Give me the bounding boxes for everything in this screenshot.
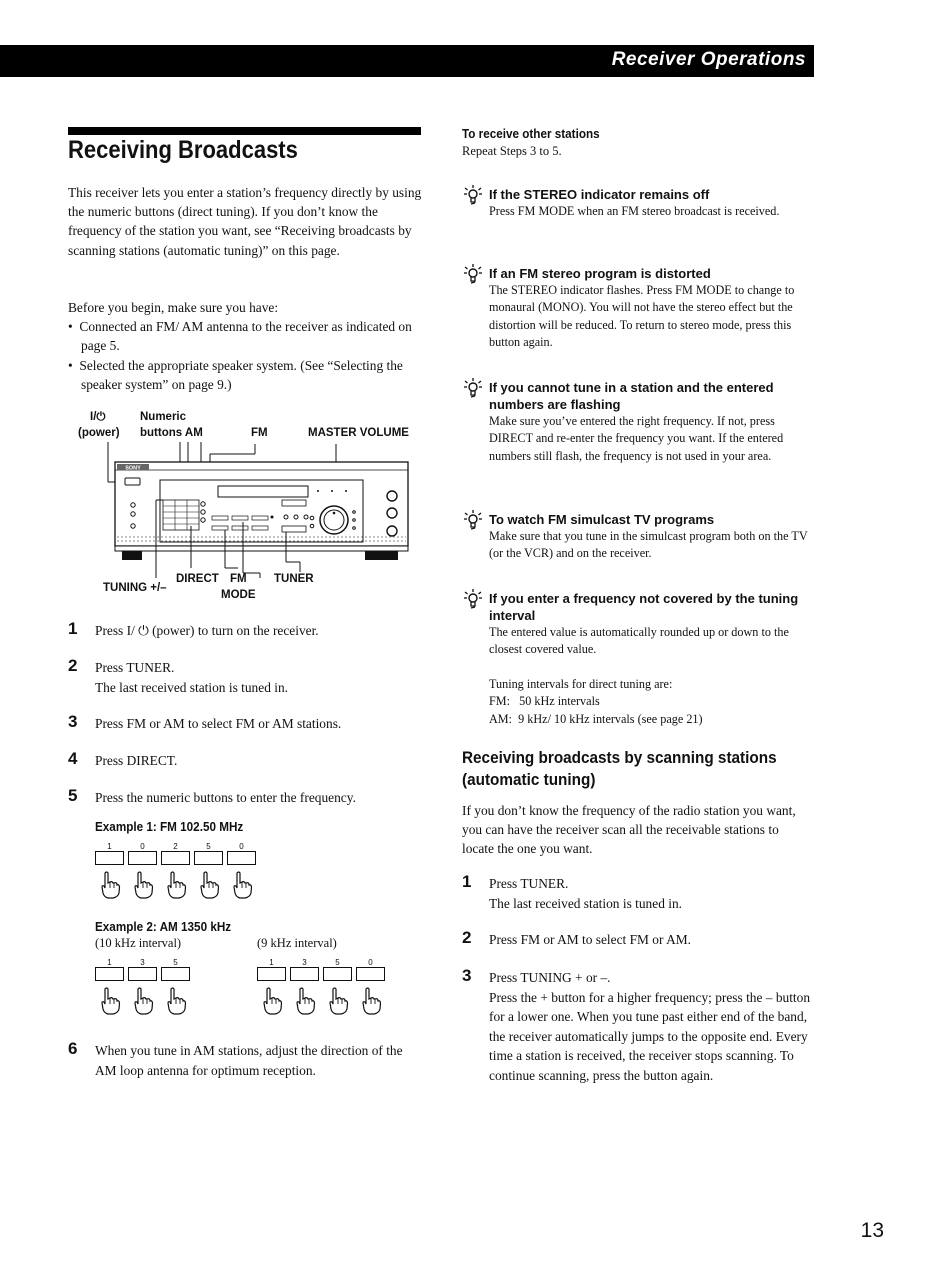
step-number: 1 <box>68 619 78 638</box>
tip-block <box>462 590 817 728</box>
numeric-key <box>128 958 157 1020</box>
lightbulb-hint-icon <box>462 509 484 531</box>
key-box <box>161 851 190 865</box>
label-numeric: Numeric <box>140 411 187 423</box>
label-fm: FM <box>251 427 268 439</box>
tip-body: Make sure that you tune in the simulcast program both on the TV (or the VCR) and on the receiver. <box>489 529 808 561</box>
key-box <box>227 851 256 865</box>
numeric-key-label: 0 <box>239 842 244 851</box>
brand-logo: SONY <box>125 465 141 472</box>
auto-tuning-heading-line-2: (automatic tuning) <box>462 770 596 789</box>
label-direct: DIRECT <box>176 573 219 585</box>
tip-block <box>462 379 817 465</box>
numeric-key <box>290 958 319 1020</box>
lightbulb-hint-icon <box>462 184 484 206</box>
numeric-key-label: 2 <box>173 842 178 851</box>
pointing-hand-icon <box>165 871 187 899</box>
key-box <box>356 967 385 981</box>
numeric-key-label: 5 <box>173 958 178 967</box>
tip-heading: If you enter a frequency not covered by the tuning interval <box>489 591 799 623</box>
intro-paragraph: This receiver lets you enter a station’s frequency directly by using the numeric buttons (direct tuning). If you don’t know the frequency of the station you want, see “Receiving broadcasts by scanning stations (automatic tuning)” on this page. <box>68 185 422 258</box>
numeric-key-label: 0 <box>368 958 373 967</box>
tip-heading: If you cannot tune in a station and the entered numbers are flashing <box>489 380 774 412</box>
example-2-right-caption: (9 kHz interval) <box>257 936 337 950</box>
step-text: Press TUNING + or –. Press the + button for a higher frequency; press the – button for a lower one. When you tune past either end of the band, the receiver automatically jumps to the opposite end. Every time a station is received, the receiver stops scanning. To continue scanning, press the button again. <box>489 970 811 1083</box>
auto-tuning-intro: If you don’t know the frequency of the radio station you want, you can have the receiver scan all the receivable stations to locate the one you want. <box>462 803 796 857</box>
example-2-title: Example 2: AM 1350 kHz <box>95 919 232 934</box>
label-tuner: TUNER <box>274 573 314 585</box>
tip-heading: If the STEREO indicator remains off <box>489 187 710 202</box>
lightbulb-hint-icon <box>462 263 484 285</box>
pointing-hand-icon <box>360 987 382 1015</box>
numeric-key-label: 1 <box>269 958 274 967</box>
other-stations-text: Repeat Steps 3 to 5. <box>462 144 562 158</box>
numeric-key <box>161 958 190 1020</box>
auto-tuning-heading-line-1: Receiving broadcasts by scanning stations <box>462 748 777 767</box>
step-number: 3 <box>462 966 472 985</box>
tip-heading: If an FM stereo program is distorted <box>489 266 711 281</box>
example-1-title: Example 1: FM 102.50 MHz <box>95 819 244 834</box>
step-text: Press DIRECT. <box>95 753 178 768</box>
page-title: Receiving Broadcasts <box>68 136 298 164</box>
pointing-hand-icon <box>132 987 154 1015</box>
numeric-key <box>356 958 385 1020</box>
step-text: Press I/ ⏻ (power) to turn on the receiver. <box>95 623 319 638</box>
numeric-key-label: 0 <box>140 842 145 851</box>
example-2-left-caption: (10 kHz interval) <box>95 936 182 950</box>
key-box <box>323 967 352 981</box>
numeric-key <box>161 842 190 904</box>
tip-extra-line: FM: 50 kHz intervals <box>489 694 600 709</box>
step-number: 1 <box>462 872 472 891</box>
label-power-word: (power) <box>78 427 120 439</box>
numeric-key-label: 3 <box>140 958 145 967</box>
label-buttons-am: buttons AM <box>140 427 203 439</box>
before-lead: Before you begin, make sure you have: <box>68 300 279 315</box>
label-power-symbol: I/⏻ <box>90 411 106 423</box>
key-box <box>128 967 157 981</box>
tip-block <box>462 186 817 220</box>
section-title: Receiver Operations <box>611 49 806 70</box>
tip-block <box>462 265 817 352</box>
numeric-key <box>257 958 286 1020</box>
tip-body: Make sure you’ve entered the right frequency. If not, press DIRECT and re-enter the frequency you want. If the entered numbers still flash, the frequency is not used in your area. <box>489 414 784 463</box>
tip-extra-line: AM: 9 kHz/ 10 kHz intervals (see page 21) <box>489 711 703 726</box>
step-number: 2 <box>68 656 78 675</box>
pointing-hand-icon <box>261 987 283 1015</box>
numeric-key <box>95 958 124 1020</box>
pointing-hand-icon <box>99 987 121 1015</box>
key-box <box>128 851 157 865</box>
pointing-hand-icon <box>294 987 316 1015</box>
numeric-key-label: 5 <box>206 842 211 851</box>
bullet-item: • Selected the appropriate speaker system. (See “Selecting the speaker system” on page 9.) <box>68 357 403 392</box>
numeric-key-label: 5 <box>335 958 340 967</box>
step-number: 5 <box>68 786 78 805</box>
numeric-key <box>323 958 352 1020</box>
before-you-begin <box>68 298 428 394</box>
step-text: Press TUNER. The last received station is tuned in. <box>489 876 682 911</box>
numeric-key <box>227 842 256 904</box>
key-box <box>161 967 190 981</box>
label-fm-mode-2: MODE <box>221 589 256 601</box>
tip-body: The entered value is automatically rounded up or down to the closest covered value. <box>489 625 789 657</box>
step-text: Press FM or AM to select FM or AM. <box>489 932 691 947</box>
page-number: 13 <box>860 1219 884 1242</box>
tip-block <box>462 511 817 563</box>
label-tuning: TUNING +/– <box>103 582 167 594</box>
step-text: Press FM or AM to select FM or AM stations. <box>95 716 342 731</box>
section-header-bar <box>0 45 814 77</box>
bullet-item: • Connected an FM/ AM antenna to the receiver as indicated on page 5. <box>68 319 412 354</box>
tip-extra-line: Tuning intervals for direct tuning are: <box>489 676 673 691</box>
numeric-key-label: 1 <box>107 842 112 851</box>
step-number: 3 <box>68 712 78 731</box>
step-number: 6 <box>68 1039 78 1058</box>
receiver-front-panel-diagram <box>100 440 420 578</box>
title-rule <box>68 127 421 135</box>
lightbulb-hint-icon <box>462 377 484 399</box>
step-text: Press TUNER. The last received station is tuned in. <box>95 660 288 695</box>
pointing-hand-icon <box>327 987 349 1015</box>
numeric-key-label: 3 <box>302 958 307 967</box>
numeric-key <box>194 842 223 904</box>
key-box <box>290 967 319 981</box>
key-box <box>95 851 124 865</box>
step-text: When you tune in AM stations, adjust the direction of the AM loop antenna for optimum reception. <box>95 1043 403 1078</box>
numeric-key <box>95 842 124 904</box>
tip-body: The STEREO indicator flashes. Press FM MODE to change to monaural (MONO). You will not have the stereo effect but the distortion will be reduced. To return to stereo mode, press this button again. <box>489 283 795 350</box>
numeric-key-label: 1 <box>107 958 112 967</box>
step-number: 4 <box>68 749 78 768</box>
pointing-hand-icon <box>231 871 253 899</box>
label-fm-mode-1: FM <box>230 573 247 585</box>
other-stations-heading: To receive other stations <box>462 126 600 141</box>
tip-body: Press FM MODE when an FM stereo broadcast is received. <box>489 204 780 218</box>
step-text: Press the numeric buttons to enter the frequency. <box>95 790 356 805</box>
pointing-hand-icon <box>132 871 154 899</box>
pointing-hand-icon <box>165 987 187 1015</box>
numeric-key <box>128 842 157 904</box>
key-box <box>95 967 124 981</box>
key-box <box>257 967 286 981</box>
label-master-volume: MASTER VOLUME <box>308 427 409 439</box>
tip-heading: To watch FM simulcast TV programs <box>489 512 715 527</box>
lightbulb-hint-icon <box>462 588 484 610</box>
pointing-hand-icon <box>198 871 220 899</box>
key-box <box>194 851 223 865</box>
step-number: 2 <box>462 928 472 947</box>
pointing-hand-icon <box>99 871 121 899</box>
